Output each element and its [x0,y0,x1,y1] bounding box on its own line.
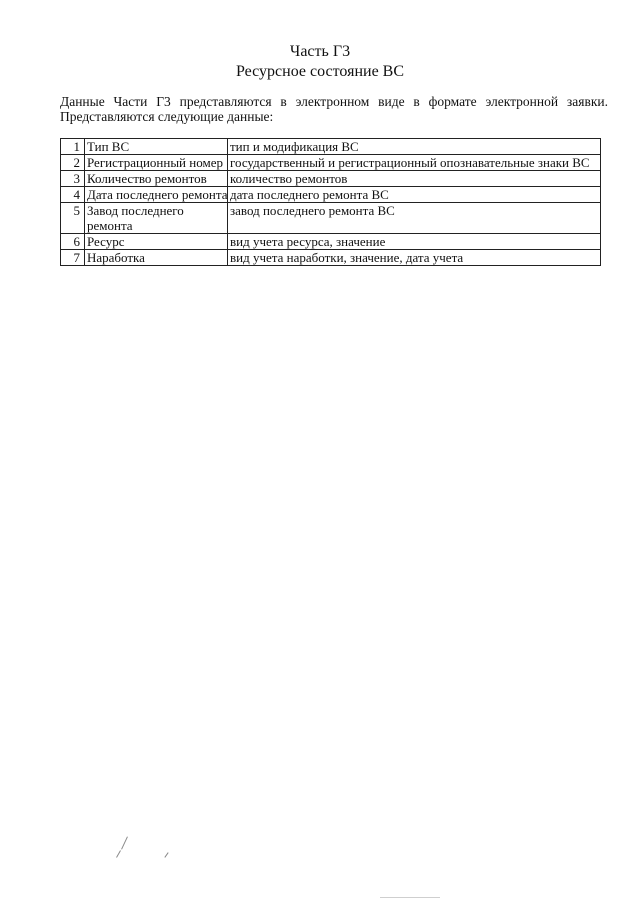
row-field-name: Завод последнего ремонта [85,203,228,234]
scan-mark [116,850,121,857]
row-number: 1 [61,139,85,155]
row-field-description: вид учета наработки, значение, дата учета [228,250,601,266]
row-field-name: Тип ВС [85,139,228,155]
scan-edge-line [380,897,440,898]
row-number: 6 [61,234,85,250]
table-row [61,139,601,155]
scan-mark [164,852,168,857]
intro-line-2: Представляются следующие данные: [60,109,274,124]
table-row [61,171,601,187]
table-row [61,187,601,203]
row-field-name: Дата последнего ремонта [85,187,228,203]
row-field-description: вид учета ресурса, значение [228,234,601,250]
document-title: Часть Г3 [289,43,351,60]
table-row [61,250,601,266]
row-field-description: дата последнего ремонта ВС [228,187,601,203]
row-number: 2 [61,155,85,171]
row-number: 4 [61,187,85,203]
row-field-description: завод последнего ремонта ВС [228,203,601,234]
row-field-name: Количество ремонтов [85,171,228,187]
row-number: 3 [61,171,85,187]
table-row [61,155,601,171]
row-field-description: тип и модификация ВС [228,139,601,155]
document-subtitle: Ресурсное состояние ВС [235,63,405,80]
intro-line-1: Данные Части Г3 представляются в электронном виде в формате электронной заявки. [60,94,608,109]
row-field-name: Наработка [85,250,228,266]
intro-paragraph [60,94,608,124]
table-row [61,234,601,250]
row-field-description: количество ремонтов [228,171,601,187]
row-field-name: Регистрационный номер [85,155,228,171]
row-field-description: государственный и регистрационный опознавательные знаки ВС [228,155,601,171]
data-table [60,138,601,266]
row-number: 5 [61,203,85,234]
table-row [61,203,601,234]
row-number: 7 [61,250,85,266]
scan-mark [121,836,128,849]
row-field-name: Ресурс [85,234,228,250]
